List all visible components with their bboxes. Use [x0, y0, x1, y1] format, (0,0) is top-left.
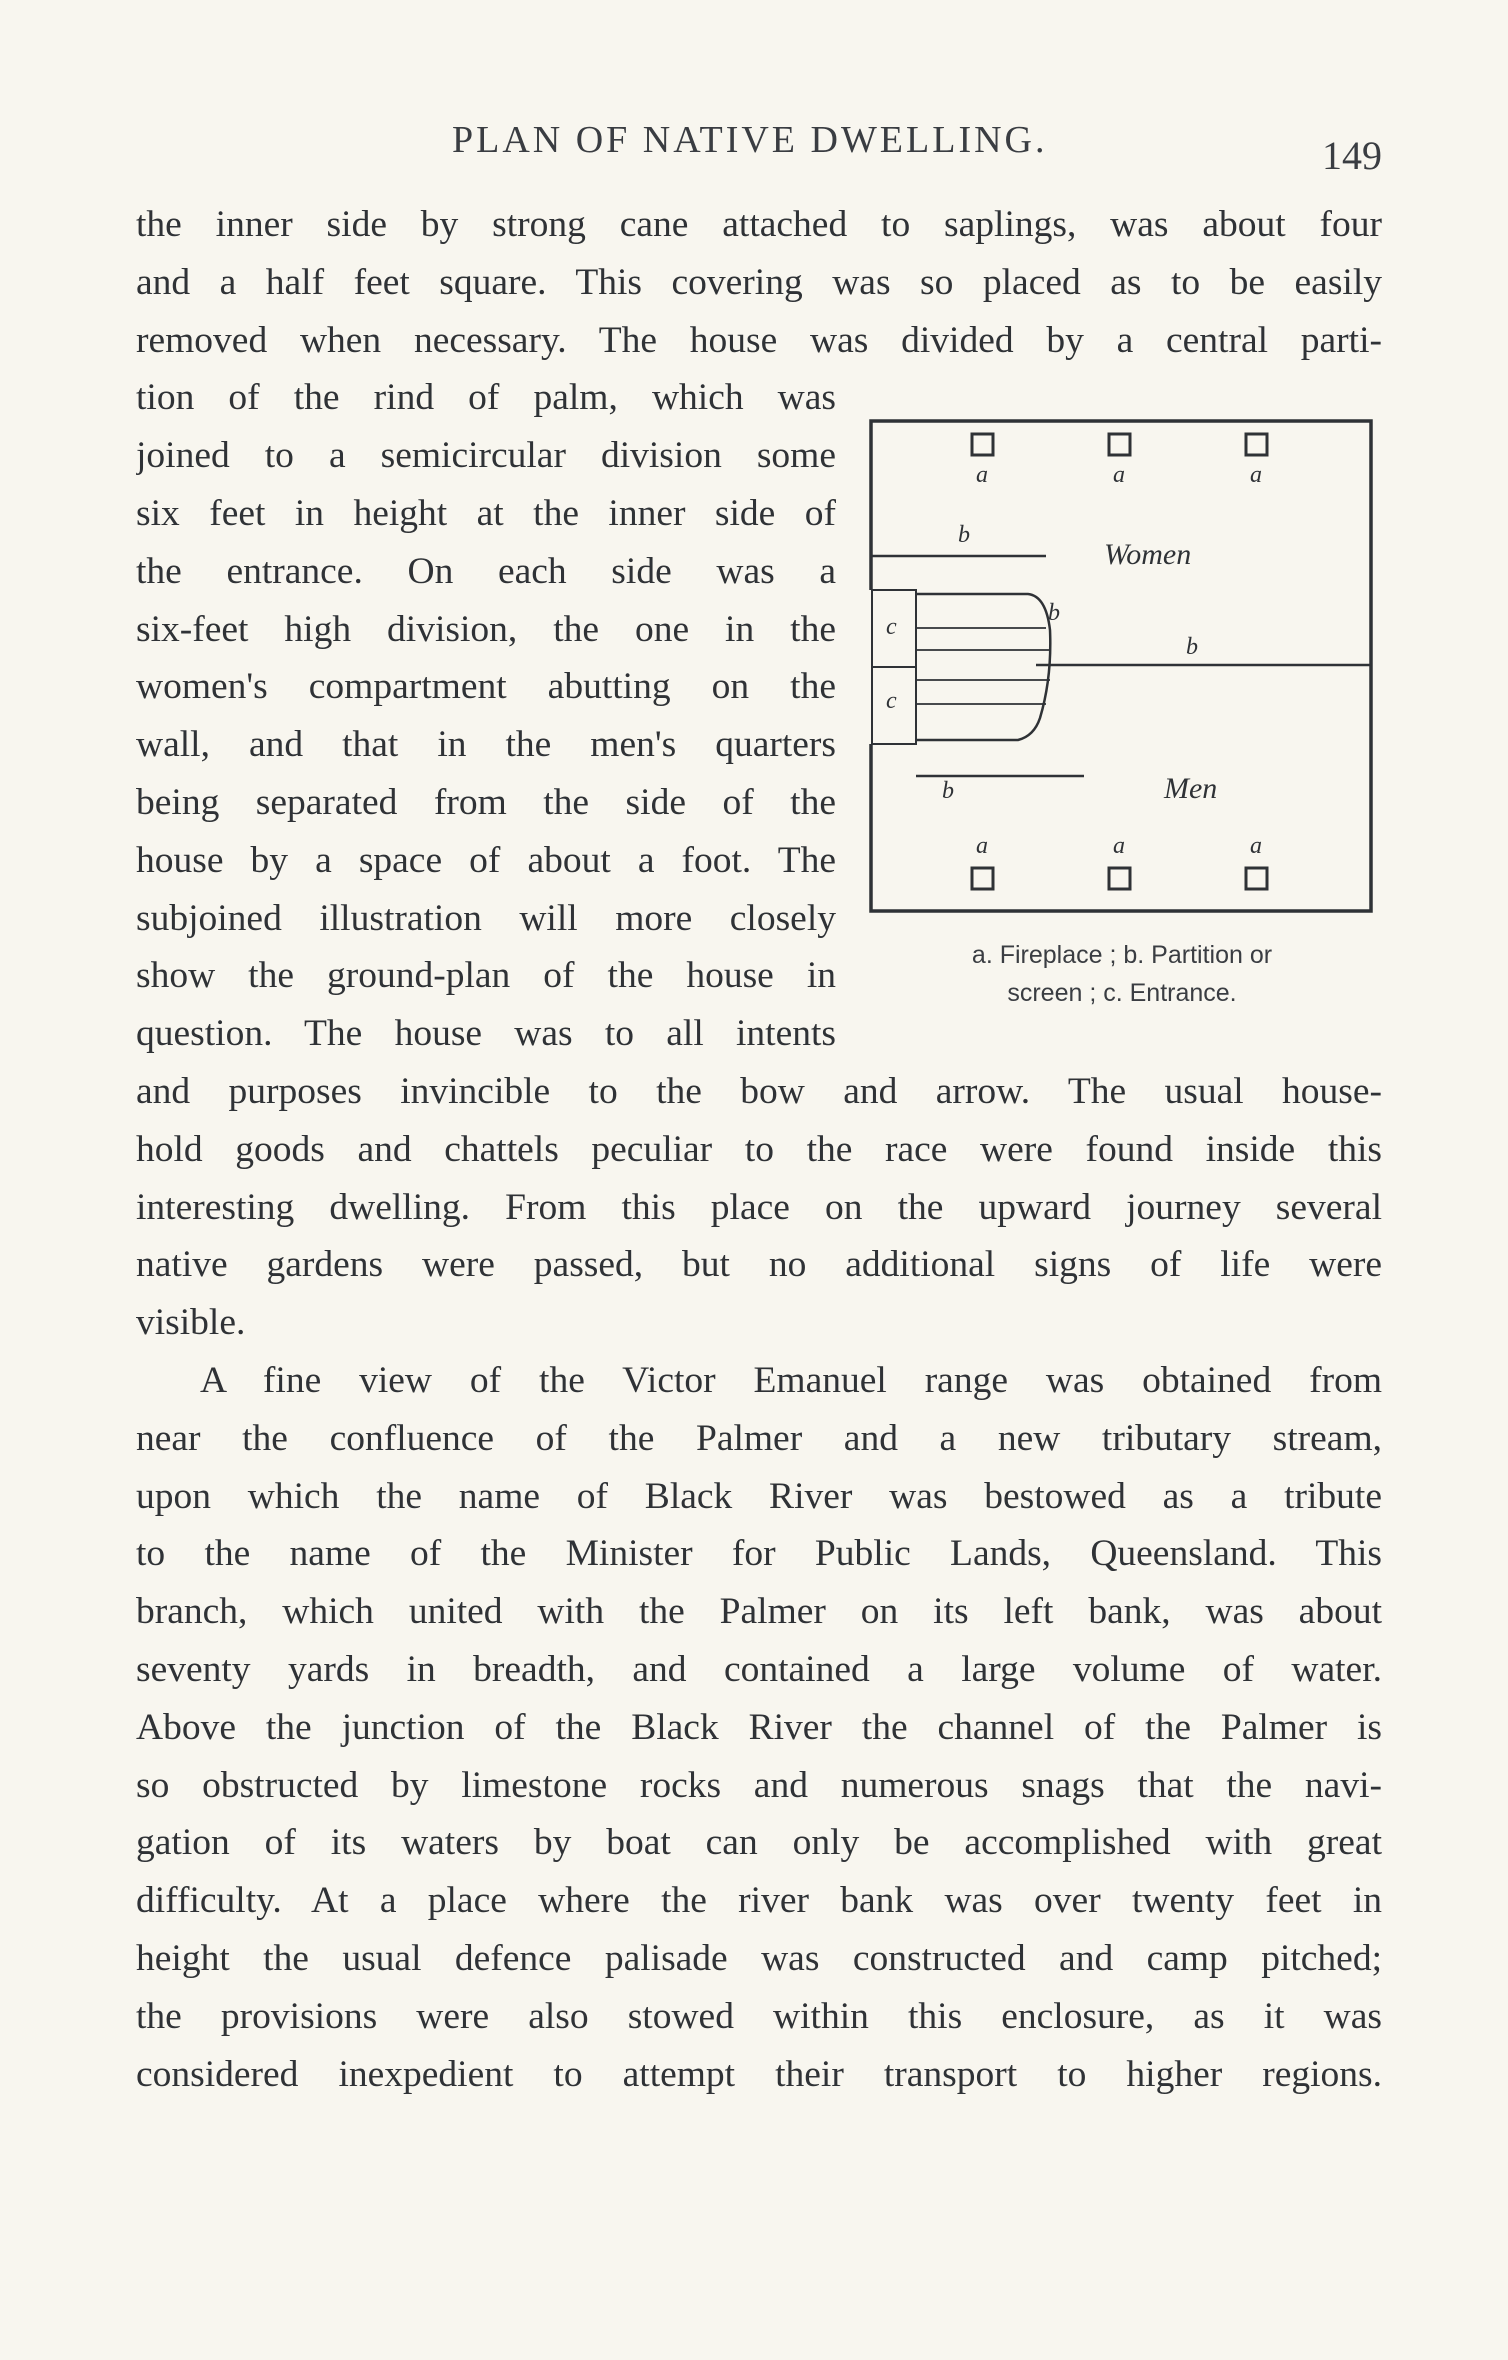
caption-line: screen ; c. Entrance.: [1007, 979, 1237, 1007]
text-line: being separated from the side of the: [136, 781, 836, 823]
fireplace-men-1: [972, 868, 993, 889]
fireplace-women-1: [972, 434, 993, 455]
text-line: house by a space of about a foot. The: [136, 839, 836, 881]
text-line: and purposes invincible to the bow and arrow. The usual house-: [136, 1070, 1382, 1112]
text-line: to the name of the Minister for Public Lands, Queensland. This: [136, 1533, 1382, 1575]
text-line: show the ground-plan of the house in: [136, 955, 836, 997]
text-line: the entrance. On each side was a: [136, 550, 836, 592]
text-line: gation of its waters by boat can only be accomplished with great: [136, 1822, 1382, 1864]
text-line: height the usual defence palisade was constructed and camp pitched;: [136, 1937, 1382, 1979]
text-line: subjoined illustration will more closely: [136, 897, 836, 939]
running-head: PLAN OF NATIVE DWELLING.: [452, 119, 1048, 161]
text-line: the provisions were also stowed within this enclosure, as it was: [136, 1995, 1382, 2037]
label-a: a: [976, 833, 988, 859]
text-line: A fine view of the Victor Emanuel range was obtained from: [200, 1359, 1382, 1401]
text-line: so obstructed by limestone rocks and numerous snags that the navi-: [136, 1764, 1382, 1806]
text-line: considered inexpedient to attempt their transport to higher regions.: [136, 2053, 1382, 2095]
men-label: Men: [1164, 772, 1218, 805]
text-line: six-feet high division, the one in the: [136, 608, 836, 650]
text-line: seventy yards in breadth, and contained a large volume of water.: [136, 1648, 1382, 1690]
label-a: a: [1113, 462, 1125, 488]
page-header: [136, 118, 1382, 178]
ground-plan-figure: [868, 418, 1376, 1018]
label-c: c: [886, 688, 897, 714]
text-line: near the confluence of the Palmer and a new tributary stream,: [136, 1417, 1382, 1459]
women-label: Women: [1104, 538, 1192, 571]
text-line: and a half feet square. This covering was so placed as to be easily: [136, 261, 1382, 303]
caption-line: a. Fireplace ; b. Partition or: [971, 941, 1273, 969]
label-b: b: [942, 778, 954, 804]
label-a: a: [976, 462, 988, 488]
text-line: hold goods and chattels peculiar to the race were found inside this: [136, 1128, 1382, 1170]
fireplace-men-2: [1109, 868, 1130, 889]
text-line: women's compartment abutting on the: [136, 666, 836, 708]
fireplace-women-3: [1246, 434, 1267, 455]
ground-plan-diagram: [868, 418, 1376, 918]
label-a: a: [1113, 833, 1125, 859]
text-line: branch, which united with the Palmer on its left bank, was about: [136, 1591, 1382, 1633]
text-line: wall, and that in the men's quarters: [136, 724, 836, 766]
label-a: a: [1250, 462, 1262, 488]
semicircular-division: [916, 594, 1050, 740]
text-line: question. The house was to all intents: [136, 1013, 836, 1055]
text-line: the inner side by strong cane attached to saplings, was about four: [136, 204, 1382, 245]
text-line: removed when necessary. The house was divided by a central parti-: [136, 319, 1382, 361]
label-b: b: [1048, 600, 1060, 626]
text-line: six feet in height at the inner side of: [136, 492, 836, 534]
text-line: Above the junction of the Black River the channel of the Palmer is: [136, 1706, 1382, 1748]
text-line: joined to a semicircular division some: [136, 435, 836, 477]
fireplace-women-2: [1109, 434, 1130, 455]
text-line: upon which the name of Black River was bestowed as a tribute: [136, 1475, 1382, 1517]
label-b: b: [1186, 634, 1198, 660]
text-line: visible.: [136, 1302, 246, 1344]
text-line: native gardens were passed, but no additional signs of life were: [136, 1244, 1382, 1286]
text-line: tion of the rind of palm, which was: [136, 377, 836, 419]
label-a: a: [1250, 833, 1262, 859]
figure-caption: [868, 936, 1376, 1012]
fireplace-men-3: [1246, 868, 1267, 889]
label-c: c: [886, 614, 897, 640]
text-line: difficulty. At a place where the river bank was over twenty feet in: [136, 1880, 1382, 1922]
paragraph-2: [136, 1352, 1382, 2103]
page-number: 149: [1322, 133, 1382, 178]
label-b: b: [958, 522, 970, 548]
text-line: interesting dwelling. From this place on the upward journey several: [136, 1186, 1382, 1228]
